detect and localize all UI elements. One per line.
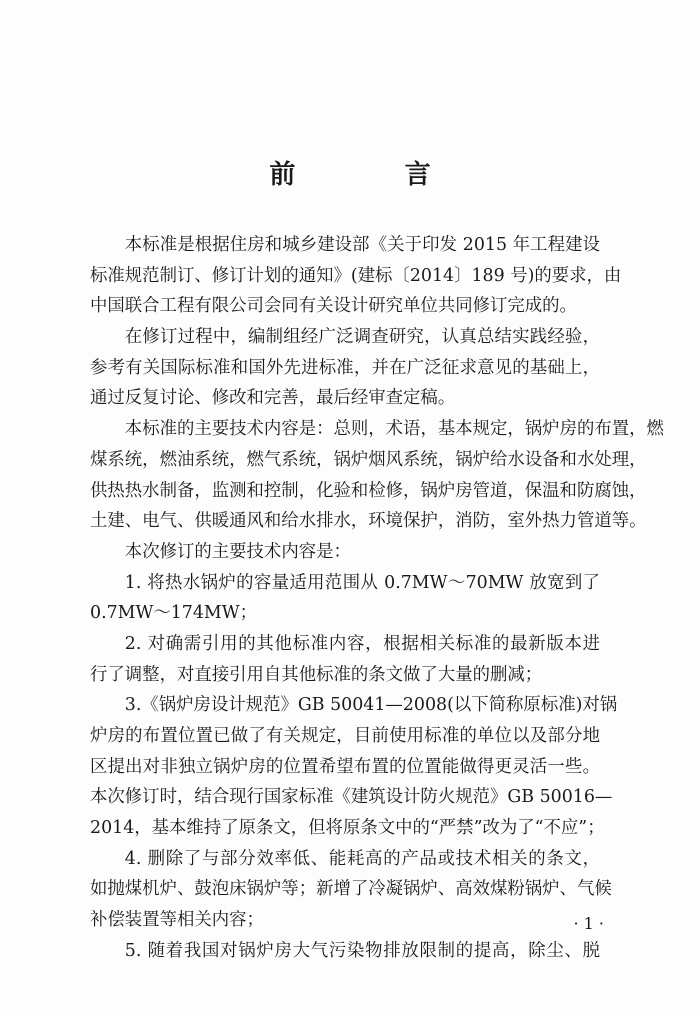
page-number: · 1 ·	[573, 914, 604, 933]
text-line: 本次修订的主要技术内容是：	[124, 541, 351, 562]
text-line: 行了调整，对直接引用自其他标准的条文做了大量的删减；	[90, 664, 543, 685]
body-text	[90, 230, 664, 967]
text-line: 本标准是根据住房和城乡建设部《关于印发 2015 年工程建设	[124, 235, 600, 255]
text-line: 土建、电气、供暖通风和给水排水，环境保护，消防，室外热力管道等。	[90, 511, 647, 532]
text-line: 通过反复讨论、修改和完善，最后经审查定稿。	[90, 388, 456, 409]
text-line: 0.7MW～174MW；	[90, 603, 257, 624]
text-line: 炉房的布置位置已做了有关规定，目前使用标准的单位以及部分地	[90, 726, 600, 746]
text-line: 本标准的主要技术内容是：总则，术语，基本规定，锅炉房的布置，燃	[124, 419, 664, 440]
text-line: 2. 对确需引用的其他标准内容，根据相关标准的最新版本进	[124, 633, 600, 654]
text-line: 煤系统，燃油系统，燃气系统，锅炉烟风系统，锅炉给水设备和水处理，	[90, 449, 647, 470]
text-line: 供热热水制备，监测和控制，化验和检修，锅炉房管道，保温和防腐蚀，	[90, 480, 647, 501]
text-line: 2014，基本维持了原条文，但将原条文中的“严禁”改为了“不应”；	[90, 818, 605, 839]
text-line: 本次修订时，结合现行国家标准《建筑设计防火规范》GB 50016—	[90, 787, 613, 808]
text-line: 1. 将热水锅炉的容量适用范围从 0.7MW～70MW 放宽到了	[124, 572, 600, 593]
text-line: 在修订过程中，编制组经广泛调查研究，认真总结实践经验，	[124, 327, 600, 348]
text-line: 标准规范制订、修订计划的通知》(建标〔2014〕189 号)的要求，由	[90, 265, 622, 286]
text-line: 区提出对非独立锅炉房的位置希望布置的位置能做得更灵活一些。	[90, 756, 600, 777]
text-line: 参考有关国际标准和国外先进标准，并在广泛征求意见的基础上，	[90, 357, 600, 378]
text-line: 5. 随着我国对锅炉房大气污染物排放限制的提高，除尘、脱	[124, 940, 600, 961]
text-line: 4. 删除了与部分效率低、能耗高的产品或技术相关的条文，	[124, 848, 600, 869]
text-line: 如抛煤机炉、鼓泡床锅炉等；新增了冷凝锅炉、高效煤粉锅炉、气候	[90, 879, 612, 900]
text-line: 中国联合工程有限公司会同有关设计研究单位共同修订完成的。	[90, 296, 577, 317]
text-line: 补偿装置等相关内容；	[90, 910, 264, 931]
page-title: 前 言	[269, 160, 473, 190]
text-line: 3.《锅炉房设计规范》GB 50041—2008(以下简称原标准)对锅	[124, 695, 618, 716]
